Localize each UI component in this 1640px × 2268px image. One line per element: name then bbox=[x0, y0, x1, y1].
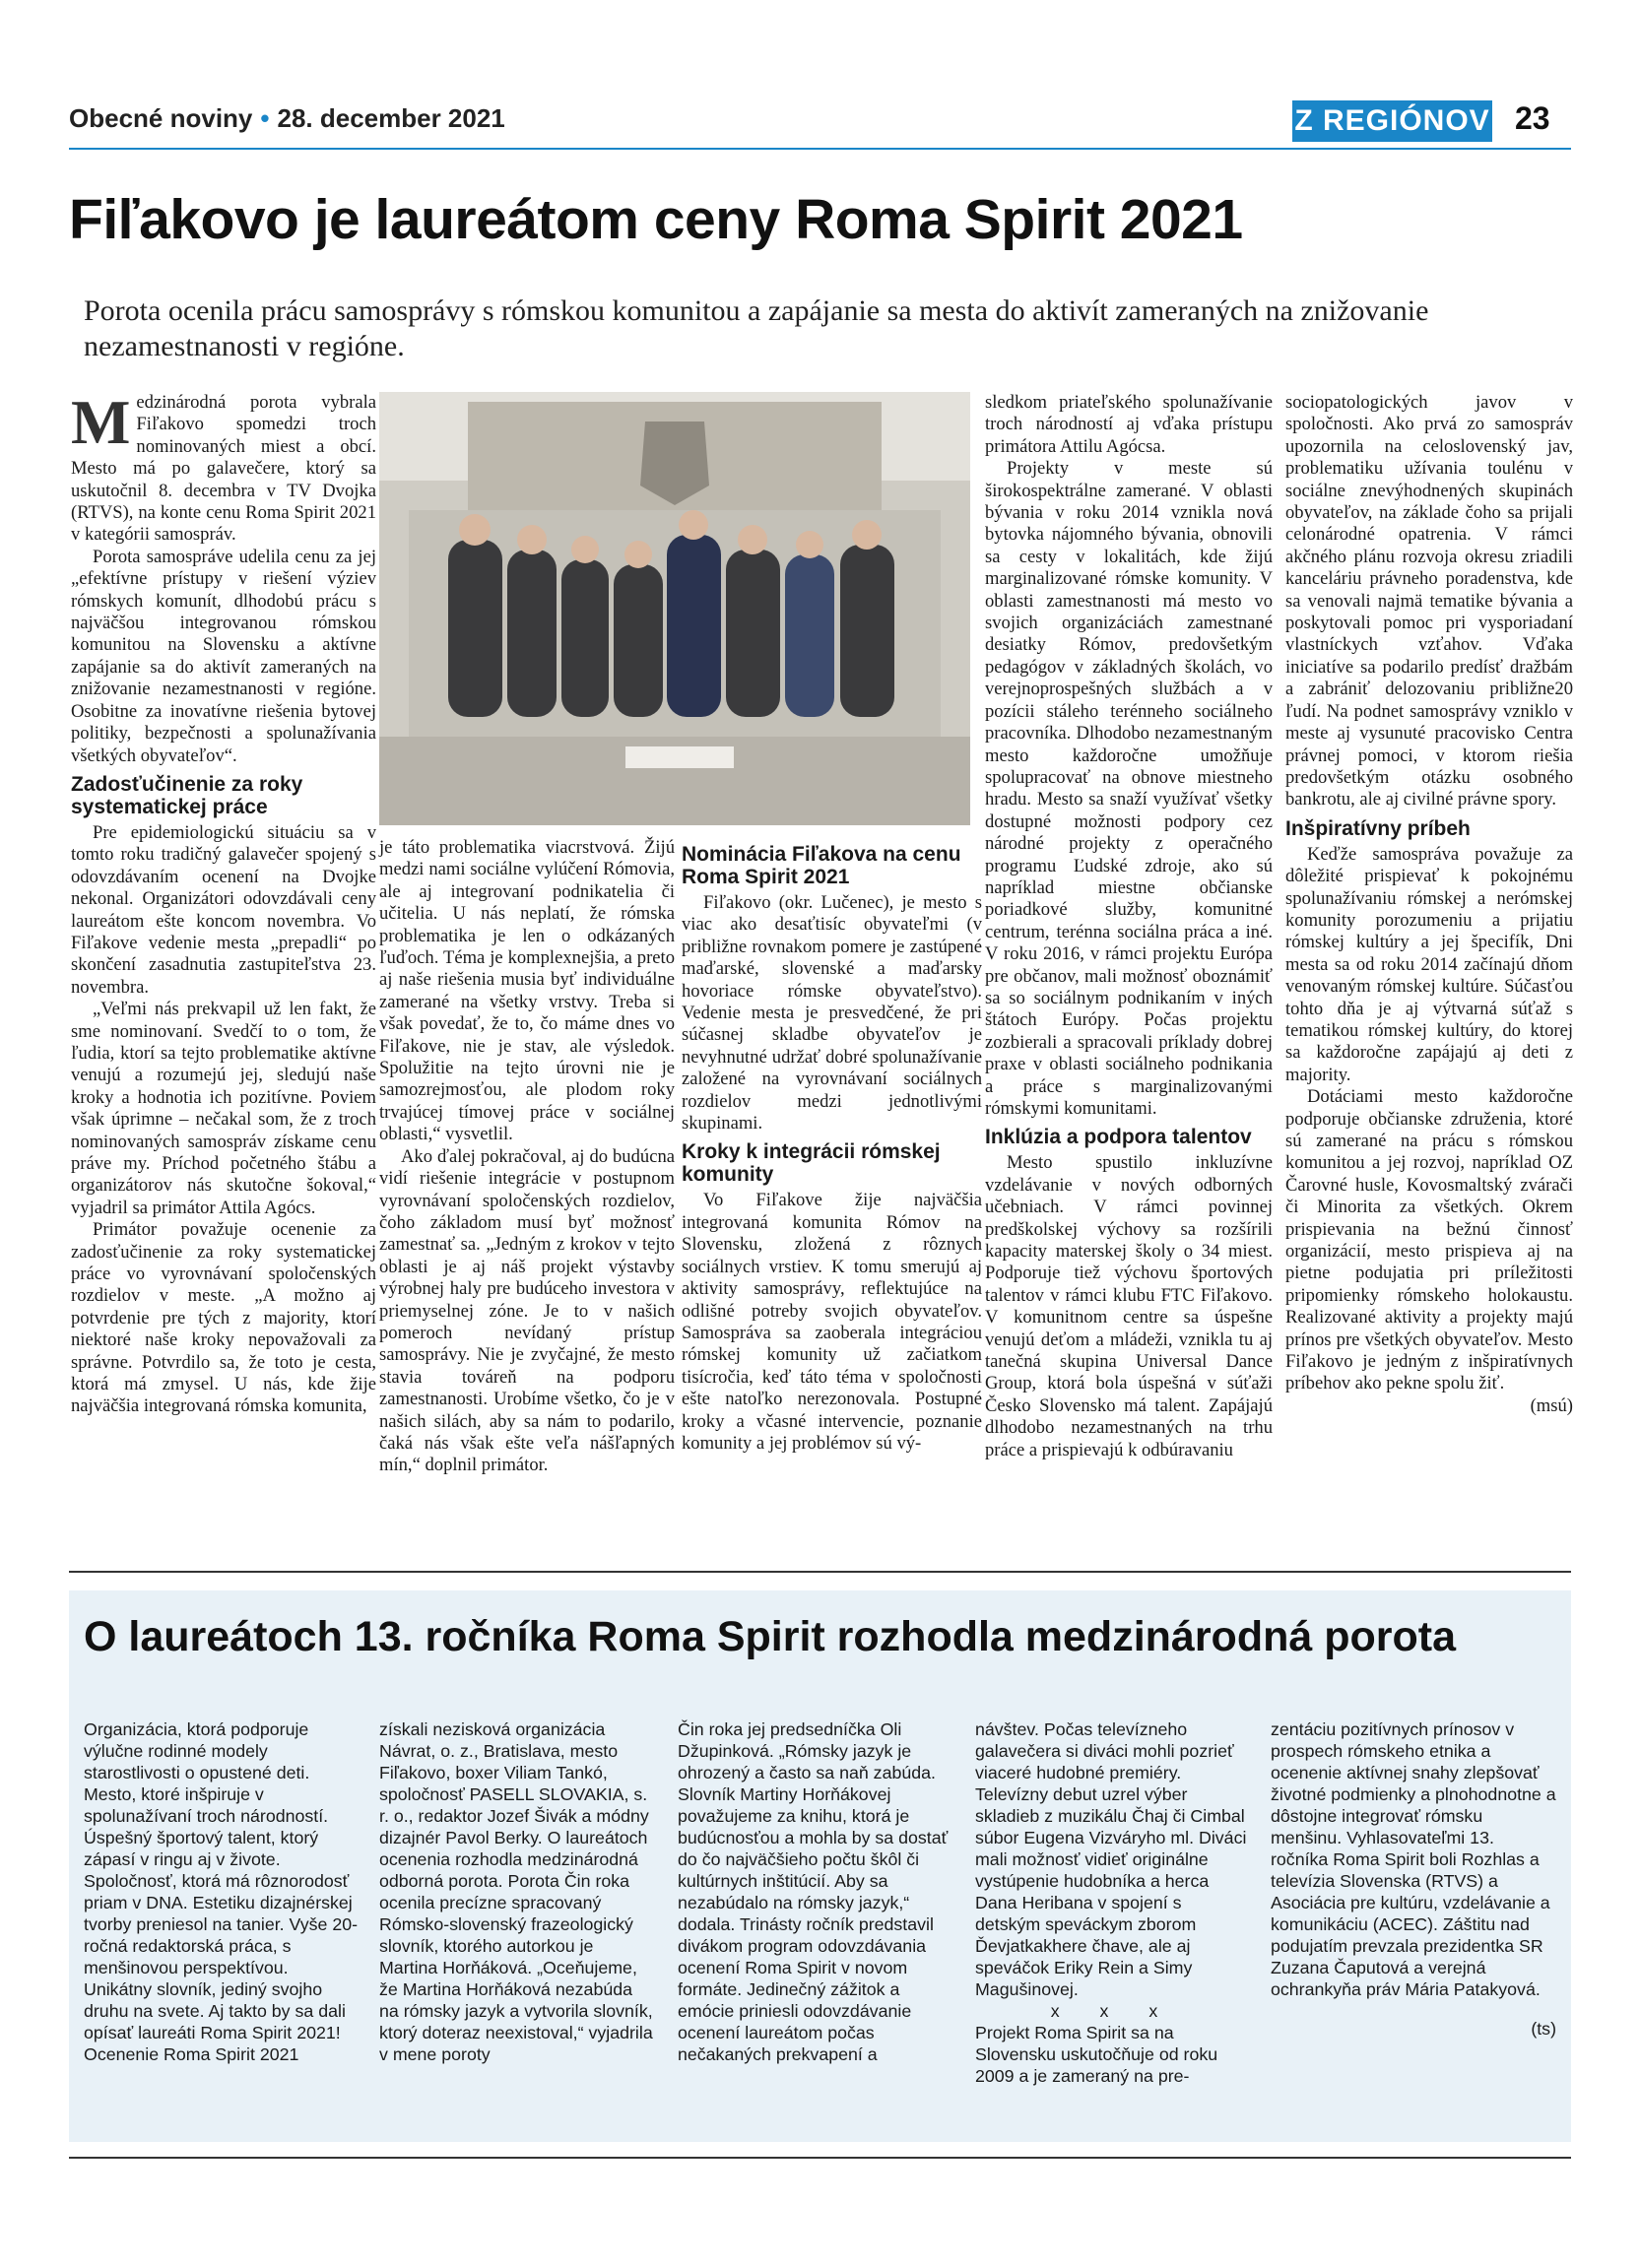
subheading: Nominácia Fiľakova na cenu Roma Spirit 2021 bbox=[682, 843, 961, 888]
paragraph: je táto problematika viacrstvová. Žijú medzi nami sociálne vylúčení Rómovia, ale aj integrovaní podnikatelia či učitelia. U nás neplatí, že rómska problematika je len o odkázaných ľuďoch. Téma je komplexnejšia, a preto aj naše riešenia musia byť individuálne zamerané na všetky vrstvy. Treba si však povedať, že to, čo máme dnes vo Fiľakove, nie je stav, ale výsledok. Spolužitie na tejto úrovni nie je samozrejmosťou, ale plodom roky trvajúcej tímovej práce v sociálnej oblasti,“ vysvetlil. bbox=[379, 837, 675, 1145]
box-paragraph: získali nezisková organizácia Návrat, o. z., Bratislava, mesto Fiľakovo, boxer Viliam Tankó, spoločnosť PASELL SLOVAKIA, s. r. o., redaktor Jozef Šivák a módny dizajnér Pavol Berky. O laureátoch ocenenia rozhodla medzinárodná odborná porota. Porota Čin roka ocenila precízne spracovaný Rómsko-slovenský frazeologický slovník, ktorého autorkou je Martina Horňáková. „Oceňujeme, že Martina Horňáková nezabúda na rómsky jazyk a vytvorila slovník, ktorý doteraz neexistoval,“ vyjadrila v mene poroty bbox=[379, 1719, 653, 2064]
article-lead: Porota ocenila prácu samosprávy s rómskou komunitou a zapájanie sa mesta do aktivít zameraných na znižovanie nezamestnanosti v regióne. bbox=[84, 294, 1429, 362]
publication-name: Obecné noviny bbox=[69, 103, 253, 133]
article-column-4 bbox=[985, 392, 1273, 1461]
bottom-divider bbox=[69, 2157, 1571, 2159]
drop-cap: M bbox=[71, 387, 131, 457]
paragraph: Keďže samospráva považuje za dôležité prispievať k pokojnému spolunažívaniu rómskej a nerómskej komunity porozumeniu a prijatiu rómskej kultúry a jej špecifík, Dni mesta sa od roku 2014 začínajú dňom venovaným rómskej kultúre. Súčasťou tohto dňa je aj výtvarná súťaž s tematikou rómskej kultúry, do ktorej sa každoročne zapájajú aj deti z majority. bbox=[1285, 843, 1573, 1085]
masthead bbox=[69, 103, 505, 134]
paragraph: sledkom priateľského spolunažívanie troch národností aj vďaka prístupu primátora Attilu Agócsa. bbox=[985, 392, 1273, 457]
box-separator: x x x bbox=[1050, 2001, 1176, 2021]
article-column-3 bbox=[682, 837, 982, 1455]
box-column-1 bbox=[84, 1718, 360, 2065]
paragraph: Vo Fiľakove žije najväčšia integrovaná komunita Rómov na Slovensku, zložená z rôznych sociálnych vrstiev. K tomu smerujú aj aktivity samosprávy, reflektujúce na odlišné potreby svojich obyvateľov. Samospráva sa zaoberala integráciou rómskej komunity už začiatkom tisícročia, keď táto téma v spoločnosti ešte natoľko nerezonovala. Postupné kroky a včasné intervencie, poznanie komunity a jej problémov sú vý- bbox=[682, 1190, 982, 1454]
box-column-2 bbox=[379, 1718, 655, 2065]
author-signature: (msú) bbox=[1530, 1394, 1573, 1416]
group-photo-image bbox=[379, 392, 970, 825]
box-paragraph: zentáciu pozitívnych prínosov v prospech rómskeho etnika a ocenenie aktívnej snahy zlepšovať životné podmienky a plnohodnotne a dôstojne integrovať rómsku menšinu. Vyhlasovateľmi 13. ročníka Roma Spirit boli Rozhlas a televízia Slovenska (RTVS) a Asociácia pre kultúru, vzdelávanie a komunikáciu (ACEC). Záštitu nad podujatím prevzala prezidentka SR Zuzana Čaputová a verejná ochrankyňa práv Mária Patakyová. bbox=[1271, 1719, 1556, 1999]
paragraph: Fiľakovo (okr. Lučenec), je mesto s viac ako desaťtisíc obyvateľmi (v približne rovnakom pomere je zastúpené maďarské, slovenské a maďarsky hovoriace rómske obyvateľstvo). Vedenie mesta je presvedčené, že pri súčasnej skladbe obyvateľov je nevyhnutné udržať dobré spolunažívanie založené na vyrovnávaní sociálnych rozdielov medzi jednotlivými skupinami. bbox=[682, 892, 982, 1134]
box-column-3 bbox=[678, 1718, 953, 2065]
box-paragraph: Organizácia, ktorá podporuje výlučne rodinné modely starostlivosti o opustené deti. Mesto, ktoré inšpiruje v spolunažívaní troch národností. Úspešný športový talent, ktorý zápasí v ringu aj v živote. Spoločnosť, ktorá má rôznorodosť priam v DNA. Estetiku dizajnérskej tvorby preniesol na tanier. Vyše 20-ročná redaktorská práca, s menšinovou perspektívou. Unikátny slovník, jediný svojho druhu na svete. Aj takto by sa dali opísať laureáti Roma Spirit 2021! Ocenenie Roma Spirit 2021 bbox=[84, 1719, 359, 2064]
box-column-5 bbox=[1271, 1718, 1556, 2040]
subheading: Inšpiratívny príbeh bbox=[1285, 816, 1471, 840]
article-column-5 bbox=[1285, 392, 1573, 1417]
article-headline: Fiľakovo je laureátom ceny Roma Spirit 2021 bbox=[69, 188, 1243, 251]
bullet-icon: • bbox=[260, 103, 270, 133]
paragraph: Pre epidemiologickú situáciu sa v tomto roku tradičný galavečer spojený s odovzdávaním ocenení na Dvojke nekonal. Organizátori odovzdávali ceny laureátom ešte koncom novembra. Vo Fiľakove vedenie mesta „prepadli“ po skončení zasadnutia zastupiteľstva 23. novembra. bbox=[71, 821, 376, 998]
article-column-2 bbox=[379, 837, 675, 1477]
section-divider bbox=[69, 1571, 1571, 1573]
paragraph: Dotáciami mesto každoročne podporuje občianske združenia, ktoré sú zamerané na prácu s rómskou komunitou a jej rozvoj, napríklad OZ Čarovné husle, Kovosmaltský zvárači či Minorita za všetkých. Okrem prispievania na bežnú činnosť organizácií, mesto prispieva aj na pietne podujatia pri príležitosti pripomienky rómskeho holokaustu. Realizované aktivity a projekty majú prínos pre všetkých obyvateľov. Mesto Fiľakovo je jedným z inšpiratívnych príbehov ako pekne spolu žiť. bbox=[1285, 1086, 1573, 1394]
article-photo bbox=[379, 392, 970, 825]
box-paragraph: Čin roka jej predsedníčka Oli Džupinková. „Rómsky jazyk je ohrozený a často sa naň zabúda. Slovník Martiny Horňákovej považujeme za knihu, ktorá je budúcnosťou a mohla by sa dostať do čo najväčšieho počtu škôl či kultúrnych inštitúcií. Aby sa nezabúdalo na rómsky jazyk,“ dodala. Trinásty ročník predstavil divákom program odovzdávania ocenení Roma Spirit v novom formáte. Jedinečný zážitok a emócie priniesli odovzdávanie ocenení laureátom počas nečakaných prekvapení a bbox=[678, 1719, 949, 2064]
paragraph: Porota samospráve udelila cenu za jej „efektívne prístupy v riešení výziev rómskych komunít, dlhodobú prácu s najväčšou integrovanou rómskou komunitou na Slovensku a aktívne zapájanie sa do aktivít zameraných na znižovanie nezamestnanosti v regióne. Osobitne za inovatívne riešenia bytovej politiky, bezpečnosti a spolunažívania všetkých obyvateľov“. bbox=[71, 546, 376, 766]
box-headline: O laureátoch 13. ročníka Roma Spirit rozhodla medzinárodná porota bbox=[84, 1613, 1456, 1660]
paragraph: Projekty v meste sú širokospektrálne zamerané. V oblasti bývania v roku 2014 vznikla nová bytovka nájomného bývania, obnovili sa cesty v lokalitách, kde žijú marginalizované rómske komunity. V oblasti zamestnanosti má mesto vo svojich organizáciách zamestnané desiatky Rómov, predovšetkým pedagógov v základných školách, vo verejnoprospešných službách a v pozícii stáleho terénneho sociálneho pracovníka. Dlhodobo nezamestnaným mesto každoročne umožňuje spolupracovať na obnove miestneho hradu. Mesto sa snaží využívať všetky dostupné možnosti podpory cez národné projekty z operačného programu Ľudské zdroje, ako sú napríklad miestne občianske poriadkové služby, komunitné centrum, terénna sociálna práca a iné. V roku 2016, v rámci projektu Európa pre občanov, mali možnosť oboznámiť sa so sociálnym podnikaním v iných štátoch Európy. Počas projektu zozbierali a spracovali príklady dobrej praxe v oblasti sociálneho podnikania a práce s marginalizovanými rómskymi komunitami. bbox=[985, 458, 1273, 1119]
issue-date: 28. december 2021 bbox=[277, 103, 505, 133]
paragraph: Mesto spustilo inkluzívne vzdelávanie v nových odborných učebniach. V rámci povinnej predškolskej výchovy sa rozšírili kapacity materskej školy o 34 miest. Podporuje tiež výchovu športových talentov v rámci klubu FTC Fiľakovo. V komunitnom centre sa úspešne venujú deťom a mládeži, vznikla tu aj tanečná skupina Universal Dance Group, ktorá bola úspešná v súťaži Česko Slovensko má talent. Zapájajú dlhodobo nezamestnaných na trhu práce a prispievajú k odbúravaniu bbox=[985, 1152, 1273, 1460]
paragraph: Primátor považuje ocenenie za zadosťučinenie za roky systematickej práce vo vyrovnávaní spoločenských rozdielov v meste. „A možno aj potvrdenie pre tých z majority, ktorí niektoré naše kroky nepovažovali za správne. Potvrdilo sa, že toto je cesta, ktorá má zmysel. U nás, kde žije najväčšia integrovaná rómska komunita, bbox=[71, 1219, 376, 1417]
subheading: Kroky k integrácii rómskej komunity bbox=[682, 1140, 941, 1187]
page-number: 23 bbox=[1515, 100, 1550, 136]
paragraph: Medzinárodná porota vybrala Fiľakovo spomedzi troch nominovaných miest a obcí. Mesto má po galavečere, ktorý sa uskutočnil 8. decembra v TV Dvojka (RTVS), na konte cenu Roma Spirit 2021 v kategórii samospráv. bbox=[71, 387, 376, 546]
box-paragraph: Projekt Roma Spirit sa na Slovensku uskutočňuje od roku 2009 a je zameraný na pre- bbox=[975, 2023, 1218, 2086]
subheading: Inklúzia a podpora talentov bbox=[985, 1126, 1252, 1149]
header-rule bbox=[69, 148, 1571, 150]
subheading: Zadosťučinenie za roky systematickej práce bbox=[71, 772, 303, 818]
article-column-1 bbox=[71, 387, 376, 1418]
box-paragraph: návštev. Počas televízneho galavečera si diváci mohli pozrieť viaceré hudobné premiéry. Televízny debut uzrel výber skladieb z muzikálu Čhaj či Cimbal súbor Eugena Vizváryho ml. Diváci mali možnosť vidieť originálne vystúpenie hudobníka a herca Dana Heribana v spojení s detským speváckym zborom Ďevjatkakhere čhave, ale aj speváčok Eriky Rein a Simy Magušinovej. bbox=[975, 1719, 1247, 1999]
box-column-4 bbox=[975, 1718, 1251, 2087]
paragraph: Ako ďalej pokračoval, aj do budúcna vidí riešenie integrácie v postupnom vyrovnávaní spoločenských rozdielov, čoho základom musí byť možnosť zamestnať sa. „Jedným z krokov v tejto oblasti je aj náš projekt výstavby výrobnej haly pre budúceho investora v priemyselnej zóne. Je to v našich pomeroch nevídaný prístup samosprávy. Nie je zvyčajné, že mesto stavia továreň na podporu zamestnanosti. Urobíme všetko, čo je v našich silách, aby sa nám to podarilo, čaká nás však ešte veľa nášľapných mín,“ doplnil primátor. bbox=[379, 1145, 675, 1476]
box-signature: (ts) bbox=[1531, 2019, 1556, 2039]
section-label: Z REGIÓNOV bbox=[1292, 100, 1492, 142]
paragraph: „Veľmi nás prekvapil už len fakt, že sme nominovaní. Svedčí to o tom, že ľudia, ktorí sa tejto problematike aktívne venujú a rozumejú jej, sledujú naše kroky a hodnotia ich pozitívne. Poviem však úprimne – nečakal som, že z troch nominovaných samospráv získame cenu práve my. Príchod početného štábu a organizátorov nás skutočne šokoval,“ vyjadril sa primátor Attila Agócs. bbox=[71, 999, 376, 1218]
paragraph: sociopatologických javov v spoločnosti. Ako prvá zo samospráv upozornila na celoslovenský jav, problematiku užívania toulénu v sociálne znevýhodnených skupinách obyvateľov, na základe čoho sa prijali celonárodné opatrenia. V rámci akčného plánu rozvoja okresu zriadili kanceláriu právneho poradenstva, kde sa venovali najmä tematike bývania a poskytovali pomoc pri vysporiadaní vlastníckych vzťahov. Vďaka iniciatíve sa podarilo predísť dražbám a zabrániť delozovaniu približne20 ľudí. Na podnet samosprávy vzniklo v meste aj vysunuté pracovisko Centra právnej pomoci, v ktorom riešia predovšetkým otázku osobného bankrotu, ale aj civilné právne spory. bbox=[1285, 392, 1573, 810]
